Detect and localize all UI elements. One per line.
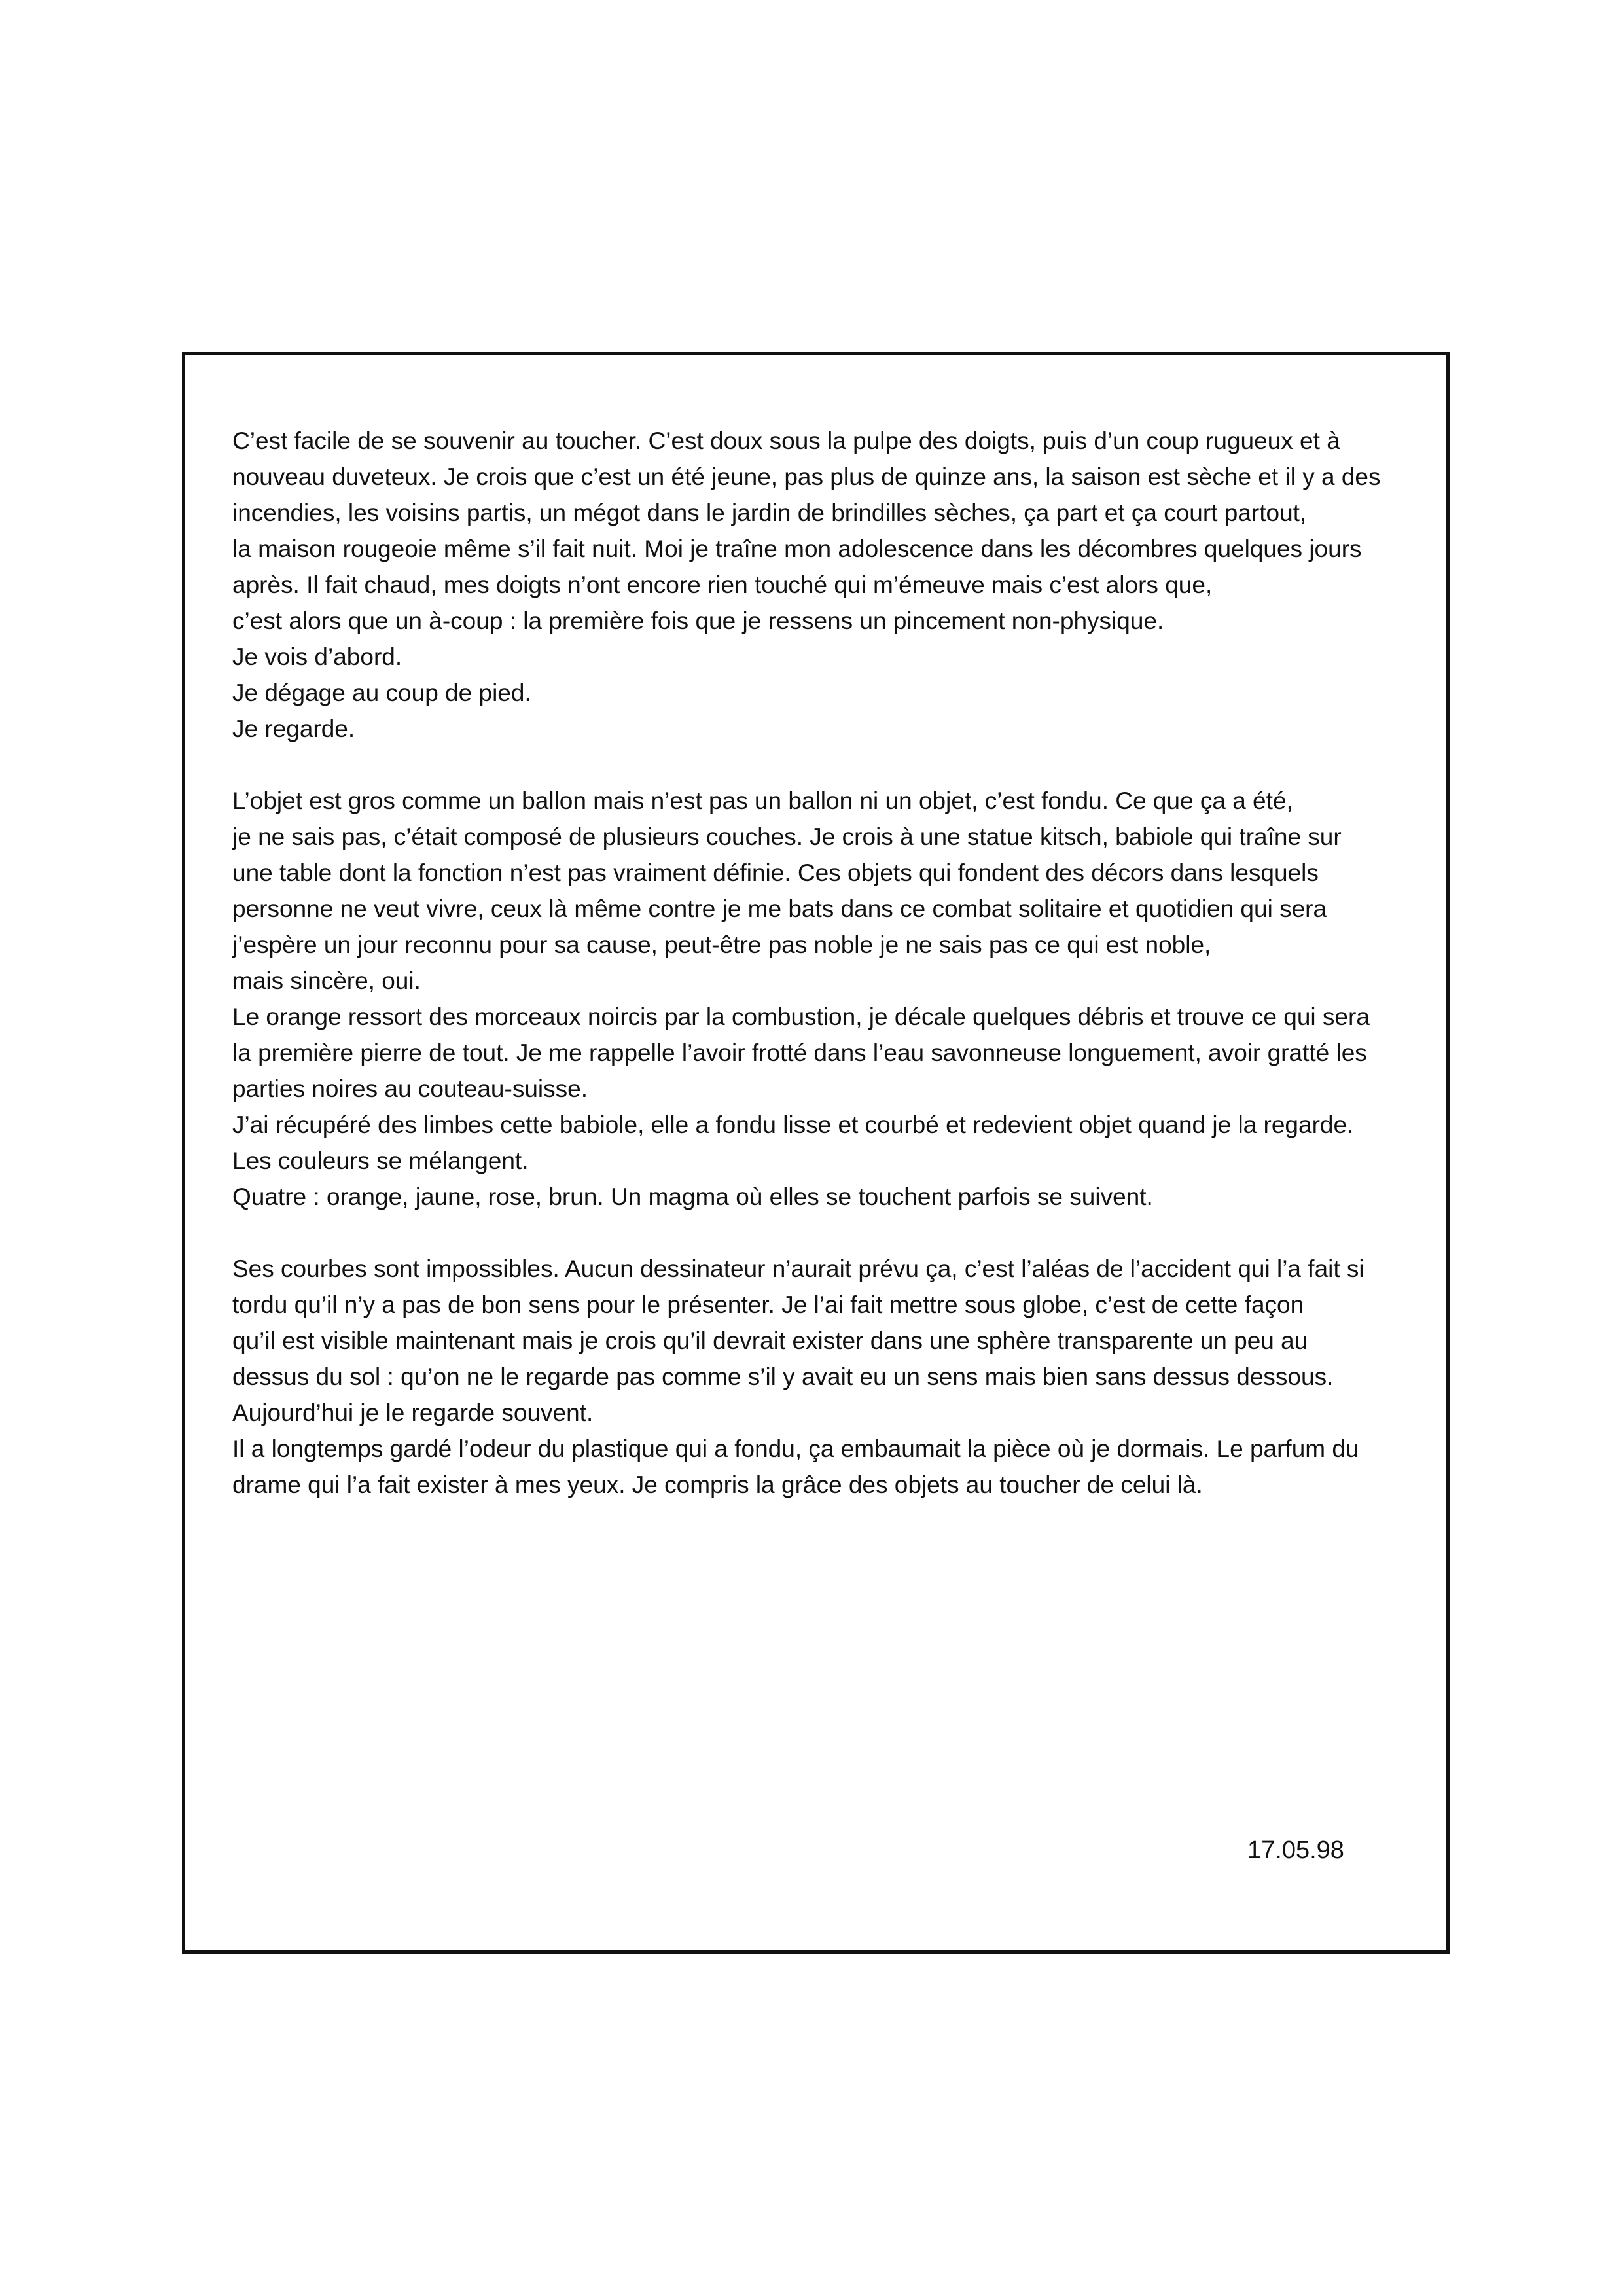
text-line: dessus du sol : qu’on ne le regarde pas comme s’il y avait eu un sens mais bien sans dessus dessous. [232, 1363, 1334, 1390]
text-line: une table dont la fonction n’est pas vraiment définie. Ces objets qui fondent des décors dans lesquels [232, 859, 1319, 886]
text-line: c’est alors que un à-coup : la première fois que je ressens un pincement non-physique. [232, 607, 1164, 634]
text-line: Les couleurs se mélangent. [232, 1147, 529, 1174]
text-line: après. Il fait chaud, mes doigts n’ont encore rien touché qui m’émeuve mais c’est alors que, [232, 571, 1213, 598]
text-line: Quatre : orange, jaune, rose, brun. Un magma où elles se touchent parfois se suivent. [232, 1183, 1153, 1210]
text-line: Il a longtemps gardé l’odeur du plastique qui a fondu, ça embaumait la pièce où je dormais. Le parfum du [232, 1435, 1359, 1462]
paragraph-1 [232, 423, 1410, 747]
text-line: mais sincère, oui. [232, 967, 421, 994]
text-line: J’ai récupéré des limbes cette babiole, elle a fondu lisse et courbé et redevient objet quand je la regarde. [232, 1111, 1354, 1138]
text-line: je ne sais pas, c’était composé de plusieurs couches. Je crois à une statue kitsch, babiole qui traîne sur [232, 823, 1342, 850]
text-line: la maison rougeoie même s’il fait nuit. Moi je traîne mon adolescence dans les décombres quelques jours [232, 535, 1362, 562]
text-line: Je vois d’abord. [232, 643, 402, 670]
text-line: parties noires au couteau-suisse. [232, 1075, 588, 1102]
text-line: C’est facile de se souvenir au toucher. C’est doux sous la pulpe des doigts, puis d’un coup rugueux et à [232, 427, 1340, 454]
text-line: Je dégage au coup de pied. [232, 679, 531, 706]
text-line: Aujourd’hui je le regarde souvent. [232, 1399, 594, 1426]
paragraph-gap [232, 1215, 1410, 1251]
text-line: L’objet est gros comme un ballon mais n’est pas un ballon ni un objet, c’est fondu. Ce que ça a été, [232, 787, 1293, 814]
text-line: j’espère un jour reconnu pour sa cause, peut-être pas noble je ne sais pas ce qui est noble, [232, 931, 1211, 958]
text-line: Ses courbes sont impossibles. Aucun dessinateur n’aurait prévu ça, c’est l’aléas de l’accident qui l’a fait si [232, 1255, 1364, 1282]
text-line: drame qui l’a fait exister à mes yeux. Je compris la grâce des objets au toucher de celui là. [232, 1471, 1203, 1498]
text-line: tordu qu’il n’y a pas de bon sens pour le présenter. Je l’ai fait mettre sous globe, c’est de cette façon [232, 1291, 1304, 1318]
text-line: incendies, les voisins partis, un mégot dans le jardin de brindilles sèches, ça part et ça court partout, [232, 499, 1307, 526]
text-line: Le orange ressort des morceaux noircis par la combustion, je décale quelques débris et trouve ce qui sera [232, 1003, 1370, 1030]
text-line: la première pierre de tout. Je me rappelle l’avoir frotté dans l’eau savonneuse longuement, avoir gratté les [232, 1039, 1367, 1066]
date-label: 17.05.98 [1247, 1837, 1344, 1864]
text-line: personne ne veut vivre, ceux là même contre je me bats dans ce combat solitaire et quotidien qui sera [232, 895, 1327, 922]
text-line: Je regarde. [232, 715, 355, 742]
body-text [232, 423, 1410, 1503]
paragraph-gap [232, 747, 1410, 783]
paragraph-3 [232, 1251, 1410, 1503]
text-line: nouveau duveteux. Je crois que c’est un été jeune, pas plus de quinze ans, la saison est sèche et il y a des [232, 463, 1381, 490]
paragraph-2 [232, 783, 1410, 1215]
text-line: qu’il est visible maintenant mais je crois qu’il devrait exister dans une sphère transparente un peu au [232, 1327, 1308, 1354]
